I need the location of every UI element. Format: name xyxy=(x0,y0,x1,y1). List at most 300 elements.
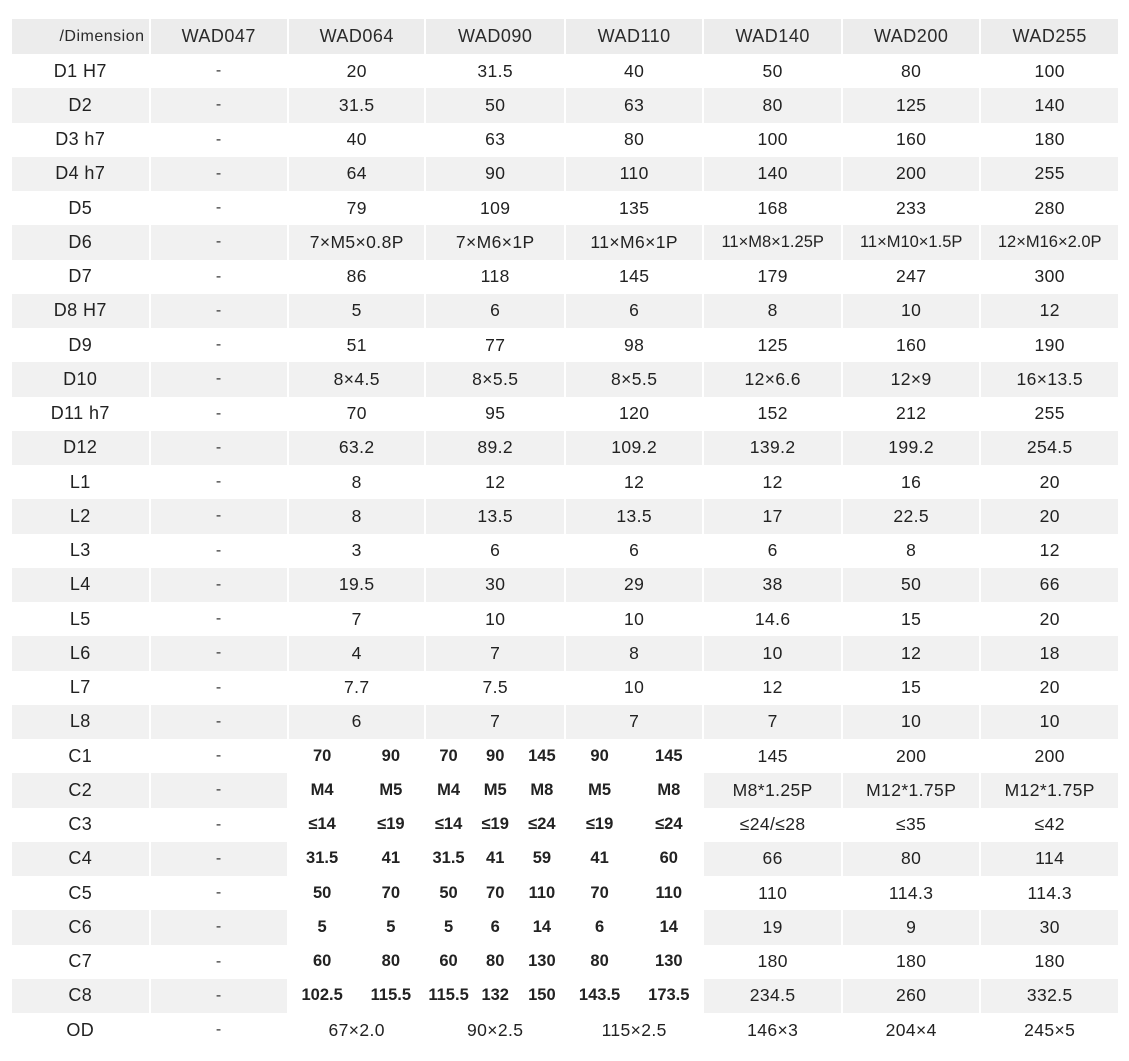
cell-wad140: 11×M8×1.25P xyxy=(704,225,841,259)
table-row xyxy=(12,499,1118,533)
subcell-wad090: ≤14 xyxy=(434,815,463,834)
cell-wad047: - xyxy=(151,979,288,1013)
table-row xyxy=(12,568,1118,602)
dimension-label: C6 xyxy=(12,910,149,944)
cell-wad255: 300 xyxy=(1034,266,1065,287)
dimension-label: D9 xyxy=(68,334,93,355)
dimension-label: L4 xyxy=(12,568,149,602)
cell-wad064: 7×M5×0.8P xyxy=(289,225,424,259)
cell-wad090: 63 xyxy=(485,129,506,150)
cell-wad200: 212 xyxy=(895,403,927,424)
cell-wad090: 30 xyxy=(426,568,563,602)
subcell-wad110: 6 xyxy=(594,917,605,936)
table-row xyxy=(12,534,1118,568)
cell-wad140: 38 xyxy=(704,568,841,602)
subcell-wad064: ≤14 xyxy=(308,815,336,834)
model-header-wad064: WAD064 xyxy=(289,19,424,54)
cell-wad047: - xyxy=(215,541,222,559)
subcell-wad110: 130 xyxy=(655,952,683,971)
subcell-wad090: ≤24 xyxy=(528,815,556,834)
subcell-wad090: 130 xyxy=(528,952,556,971)
subcell-wad090: M5 xyxy=(483,780,507,799)
subcell-wad090: 6 xyxy=(490,917,500,936)
cell-wad200: M12*1.75P xyxy=(843,773,980,807)
cell-wad047: - xyxy=(215,336,222,354)
cell-wad090: 7 xyxy=(426,705,563,739)
cell-wad200: 125 xyxy=(843,88,980,122)
table-row xyxy=(12,431,1118,465)
model-header-wad110: WAD110 xyxy=(566,19,702,54)
cell-wad200: 160 xyxy=(895,129,927,150)
cell-wad255: M12*1.75P xyxy=(981,773,1118,807)
dimension-header: /Dimension xyxy=(12,19,149,54)
cell-wad047: - xyxy=(215,747,222,765)
table-row xyxy=(12,705,1118,739)
cell-wad047: - xyxy=(151,88,288,122)
table-row xyxy=(12,739,1118,773)
cell-wad064: 63.2 xyxy=(289,431,424,465)
cell-wad200: 12 xyxy=(843,636,980,670)
dimension-label: L7 xyxy=(69,677,91,698)
cell-wad047: - xyxy=(151,499,288,533)
dimension-label: C7 xyxy=(68,951,93,972)
cell-wad110: 6 xyxy=(629,540,640,561)
subcell-wad110: 90 xyxy=(590,746,609,765)
dimension-label: D8 H7 xyxy=(12,294,149,328)
cell-wad047: - xyxy=(151,910,288,944)
dimension-label: D4 h7 xyxy=(12,157,149,191)
cell-wad140: ≤24/≤28 xyxy=(739,814,806,835)
dimension-label: C1 xyxy=(68,745,93,766)
cell-wad110: 29 xyxy=(566,568,702,602)
table-row xyxy=(12,636,1118,670)
dimension-label: L1 xyxy=(69,471,91,492)
cell-wad255: 200 xyxy=(1034,745,1065,766)
subcell-wad110: M5 xyxy=(588,780,612,799)
cell-wad140: 80 xyxy=(704,88,841,122)
cell-wad090: 95 xyxy=(485,403,506,424)
cell-wad200: 233 xyxy=(895,197,927,218)
cell-wad110: 10 xyxy=(624,608,645,629)
cell-wad140: 12 xyxy=(762,471,783,492)
cell-wad140: 66 xyxy=(704,842,841,876)
subcell-wad110: 41 xyxy=(590,849,609,868)
subcell-wad090: 115.5 xyxy=(428,986,469,1005)
cell-wad255: 16×13.5 xyxy=(981,362,1118,396)
cell-wad140: 12×6.6 xyxy=(704,362,841,396)
cell-wad200: 16 xyxy=(901,471,922,492)
dimension-label: C8 xyxy=(12,979,149,1013)
cell-wad140: 8 xyxy=(704,294,841,328)
cell-wad090: 89.2 xyxy=(426,431,563,465)
dimension-label: D2 xyxy=(12,88,149,122)
cell-wad064: 20 xyxy=(346,60,367,81)
dimension-label: L3 xyxy=(69,540,91,561)
cell-wad090: 8×5.5 xyxy=(426,362,563,396)
cell-wad140: 140 xyxy=(704,157,841,191)
cell-wad200: 22.5 xyxy=(843,499,980,533)
cell-wad090: 13.5 xyxy=(426,499,563,533)
subcell-wad110: 80 xyxy=(590,952,609,971)
cell-wad064: 64 xyxy=(289,157,424,191)
cell-wad140: 168 xyxy=(757,197,788,218)
cell-wad200: 50 xyxy=(843,568,980,602)
cell-wad090: 6 xyxy=(490,540,501,561)
cell-wad064: 8 xyxy=(289,499,424,533)
table-row xyxy=(12,191,1118,225)
cell-wad064: 5 xyxy=(289,294,424,328)
cell-wad090: 90 xyxy=(426,157,563,191)
cell-wad047: - xyxy=(151,294,288,328)
cell-wad047: - xyxy=(215,199,222,217)
cell-wad090: 7×M6×1P xyxy=(426,225,563,259)
table-row xyxy=(12,671,1118,705)
cell-wad200: 204×4 xyxy=(885,1019,937,1040)
cell-wad140: 100 xyxy=(757,129,788,150)
dimension-label: D6 xyxy=(12,225,149,259)
cell-wad255: 190 xyxy=(1034,334,1065,355)
table-row xyxy=(12,910,1118,944)
dimension-label: D1 H7 xyxy=(53,60,107,81)
cell-wad255: 180 xyxy=(1034,129,1065,150)
model-header-wad047: WAD047 xyxy=(151,19,288,54)
model-header-wad090: WAD090 xyxy=(426,19,563,54)
cell-wad047: - xyxy=(215,678,222,696)
cell-wad200: 260 xyxy=(843,979,980,1013)
cell-wad140: 14.6 xyxy=(754,608,791,629)
cell-wad255: 66 xyxy=(981,568,1118,602)
cell-wad090: 50 xyxy=(426,88,563,122)
subcell-wad090: M8 xyxy=(530,780,554,799)
subcell-wad064: 5 xyxy=(317,917,327,936)
cell-wad200: 10 xyxy=(843,294,980,328)
cell-wad110: 109.2 xyxy=(566,431,702,465)
cell-wad090: 12 xyxy=(485,471,506,492)
subcell-wad090: 145 xyxy=(528,746,556,765)
dimension-table xyxy=(10,19,1120,1047)
cell-wad110: 145 xyxy=(618,266,650,287)
dimension-label: L2 xyxy=(12,499,149,533)
cell-wad255: 30 xyxy=(981,910,1118,944)
cell-wad047: - xyxy=(215,62,222,80)
subcell-wad064: M5 xyxy=(379,780,403,799)
dimension-label: C2 xyxy=(12,773,149,807)
cell-wad064: 7.7 xyxy=(343,677,370,698)
cell-wad140: 6 xyxy=(767,540,778,561)
subcell-wad064: 80 xyxy=(381,952,401,971)
table-row xyxy=(12,260,1118,294)
cell-wad064: 31.5 xyxy=(289,88,424,122)
table-row xyxy=(12,979,1118,1013)
subcell-wad090: 132 xyxy=(481,986,509,1005)
cell-wad255: 255 xyxy=(981,157,1118,191)
cell-wad090: 7 xyxy=(426,636,563,670)
cell-wad064: 3 xyxy=(351,540,362,561)
cell-wad200: 180 xyxy=(895,951,927,972)
cell-wad110: 115×2.5 xyxy=(601,1019,667,1040)
header-row xyxy=(12,19,1118,54)
cell-wad064: 86 xyxy=(346,266,367,287)
subcell-wad090: 59 xyxy=(532,849,552,868)
cell-wad255: 180 xyxy=(1034,951,1065,972)
cell-wad110: 7 xyxy=(566,705,702,739)
cell-wad255: 332.5 xyxy=(981,979,1118,1013)
cell-wad064: 8×4.5 xyxy=(289,362,424,396)
table-row xyxy=(12,876,1118,910)
cell-wad090: 10 xyxy=(485,608,506,629)
cell-wad047: - xyxy=(215,815,222,833)
cell-wad090: 90×2.5 xyxy=(467,1019,524,1040)
cell-wad200: 11×M10×1.5P xyxy=(843,225,980,259)
subcell-wad110: 110 xyxy=(655,883,683,902)
cell-wad047: - xyxy=(215,610,222,628)
cell-wad110: 6 xyxy=(566,294,702,328)
dimension-label: L6 xyxy=(12,636,149,670)
cell-wad047: - xyxy=(151,431,288,465)
cell-wad090: 7.5 xyxy=(482,677,508,698)
cell-wad047: - xyxy=(151,157,288,191)
cell-wad064: 8 xyxy=(351,471,362,492)
cell-wad110: 13.5 xyxy=(566,499,702,533)
cell-wad200: 160 xyxy=(895,334,927,355)
subcell-wad110: 60 xyxy=(659,849,678,868)
cell-wad255: 12 xyxy=(981,294,1118,328)
dimension-label: L5 xyxy=(69,608,91,629)
subcell-wad064: 60 xyxy=(312,952,332,971)
cell-wad140: 19 xyxy=(704,910,841,944)
cell-wad140: 180 xyxy=(757,951,788,972)
table-row xyxy=(12,602,1118,636)
table-row xyxy=(12,945,1118,979)
cell-wad140: 234.5 xyxy=(704,979,841,1013)
cell-wad200: 80 xyxy=(843,842,980,876)
cell-wad255: 140 xyxy=(981,88,1118,122)
cell-wad255: 20 xyxy=(1039,608,1060,629)
cell-wad110: 120 xyxy=(618,403,650,424)
cell-wad200: 200 xyxy=(895,745,927,766)
cell-wad047: - xyxy=(151,705,288,739)
cell-wad064: 19.5 xyxy=(289,568,424,602)
model-header-wad200: WAD200 xyxy=(843,19,980,54)
dimension-label: C5 xyxy=(68,882,93,903)
cell-wad200: 114.3 xyxy=(888,882,934,903)
cell-wad047: - xyxy=(151,362,288,396)
subcell-wad090: 60 xyxy=(439,952,458,971)
cell-wad140: 110 xyxy=(758,882,788,903)
cell-wad255: 280 xyxy=(1034,197,1065,218)
subcell-wad090: 70 xyxy=(486,883,505,902)
cell-wad200: 8 xyxy=(906,540,917,561)
cell-wad200: ≤35 xyxy=(896,814,927,835)
cell-wad090: 77 xyxy=(485,334,506,355)
table-row xyxy=(12,123,1118,157)
dimension-label: D7 xyxy=(68,266,93,287)
cell-wad047: - xyxy=(215,267,222,285)
cell-wad255: 254.5 xyxy=(981,431,1118,465)
cell-wad200: 200 xyxy=(843,157,980,191)
cell-wad200: 15 xyxy=(901,677,922,698)
cell-wad140: 7 xyxy=(704,705,841,739)
cell-wad047: - xyxy=(151,773,288,807)
cell-wad047: - xyxy=(151,225,288,259)
cell-wad140: M8*1.25P xyxy=(704,773,841,807)
cell-wad110: 110 xyxy=(566,157,702,191)
cell-wad110: 11×M6×1P xyxy=(566,225,702,259)
table-row xyxy=(12,225,1118,259)
cell-wad090: 31.5 xyxy=(477,60,514,81)
cell-wad200: 10 xyxy=(843,705,980,739)
cell-wad200: 199.2 xyxy=(843,431,980,465)
cell-wad110: 80 xyxy=(624,129,645,150)
cell-wad064: 40 xyxy=(346,129,367,150)
subcell-wad090: 5 xyxy=(443,917,454,936)
cell-wad110: 10 xyxy=(624,677,645,698)
cell-wad110: 8 xyxy=(566,636,702,670)
cell-wad047: - xyxy=(215,130,222,148)
subcell-wad110: 14 xyxy=(659,917,678,936)
cell-wad047: - xyxy=(215,473,222,491)
table-row xyxy=(12,842,1118,876)
cell-wad255: 12×M16×2.0P xyxy=(981,225,1118,259)
dimension-label: D11 h7 xyxy=(50,403,110,424)
dimension-label: C3 xyxy=(68,814,93,835)
cell-wad064: 4 xyxy=(289,636,424,670)
table-row xyxy=(12,362,1118,396)
subcell-wad110: M8 xyxy=(657,780,681,799)
cell-wad110: 98 xyxy=(624,334,645,355)
table-row xyxy=(12,465,1118,499)
model-header-wad140: WAD140 xyxy=(704,19,841,54)
cell-wad140: 179 xyxy=(757,266,788,287)
cell-wad255: 20 xyxy=(1039,677,1060,698)
dimension-label: C4 xyxy=(12,842,149,876)
subcell-wad090: 50 xyxy=(439,883,458,902)
cell-wad255: 255 xyxy=(1034,403,1065,424)
cell-wad047: - xyxy=(215,404,222,422)
subcell-wad064: 102.5 xyxy=(301,986,343,1005)
subcell-wad110: ≤19 xyxy=(585,815,614,834)
subcell-wad090: 70 xyxy=(439,746,458,765)
dimension-label: D3 h7 xyxy=(55,129,106,150)
subcell-wad110: 70 xyxy=(590,883,609,902)
table-row xyxy=(12,294,1118,328)
cell-wad200: 247 xyxy=(895,266,927,287)
cell-wad255: 100 xyxy=(1034,60,1065,81)
cell-wad140: 17 xyxy=(704,499,841,533)
cell-wad064: 7 xyxy=(351,608,362,629)
cell-wad255: 114 xyxy=(981,842,1118,876)
subcell-wad090: 150 xyxy=(528,986,556,1005)
subcell-wad110: 143.5 xyxy=(578,986,621,1005)
subcell-wad090: 31.5 xyxy=(432,849,465,868)
cell-wad255: 245×5 xyxy=(1024,1019,1076,1040)
subcell-wad064: 50 xyxy=(312,883,332,902)
dimension-label: OD xyxy=(66,1019,95,1040)
dimension-label: D12 xyxy=(12,431,149,465)
table-row xyxy=(12,397,1118,431)
subcell-wad064: 5 xyxy=(386,917,396,936)
cell-wad140: 125 xyxy=(757,334,788,355)
dimension-label: D10 xyxy=(12,362,149,396)
cell-wad255: 18 xyxy=(981,636,1118,670)
subcell-wad110: 145 xyxy=(655,746,683,765)
cell-wad200: 9 xyxy=(843,910,980,944)
cell-wad140: 139.2 xyxy=(704,431,841,465)
cell-wad047: - xyxy=(215,952,222,970)
subcell-wad110: 173.5 xyxy=(648,986,690,1005)
table-row xyxy=(12,328,1118,362)
cell-wad090: 6 xyxy=(426,294,563,328)
cell-wad047: - xyxy=(151,636,288,670)
cell-wad110: 135 xyxy=(618,197,650,218)
subcell-wad064: 115.5 xyxy=(370,986,412,1005)
cell-wad140: 152 xyxy=(757,403,788,424)
subcell-wad064: 70 xyxy=(312,746,332,765)
table-row xyxy=(12,808,1118,842)
subcell-wad090: 14 xyxy=(532,917,552,936)
cell-wad110: 63 xyxy=(566,88,702,122)
cell-wad255: 10 xyxy=(981,705,1118,739)
subcell-wad090: 90 xyxy=(486,746,505,765)
subcell-wad064: 41 xyxy=(381,849,401,868)
cell-wad047: - xyxy=(215,1021,222,1039)
subcell-wad064: 70 xyxy=(381,883,401,902)
cell-wad140: 146×3 xyxy=(747,1019,799,1040)
cell-wad110: 12 xyxy=(624,471,645,492)
cell-wad047: - xyxy=(151,842,288,876)
cell-wad090: 118 xyxy=(480,266,510,287)
subcell-wad110: ≤24 xyxy=(655,815,683,834)
cell-wad200: 15 xyxy=(901,608,922,629)
cell-wad140: 145 xyxy=(757,745,788,766)
subcell-wad090: ≤19 xyxy=(481,815,509,834)
subcell-wad064: 31.5 xyxy=(306,849,339,868)
cell-wad047: - xyxy=(151,568,288,602)
cell-wad064: 79 xyxy=(346,197,367,218)
subcell-wad090: 110 xyxy=(528,883,556,902)
cell-wad140: 12 xyxy=(762,677,783,698)
cell-wad047: - xyxy=(215,884,222,902)
cell-wad064: 70 xyxy=(346,403,367,424)
cell-wad110: 8×5.5 xyxy=(566,362,702,396)
subcell-wad064: 90 xyxy=(381,746,401,765)
cell-wad255: 20 xyxy=(981,499,1118,533)
dimension-label: D5 xyxy=(68,197,93,218)
table-row xyxy=(12,1013,1118,1047)
cell-wad064: 6 xyxy=(289,705,424,739)
table-row xyxy=(12,54,1118,88)
cell-wad200: 80 xyxy=(901,60,922,81)
table-row xyxy=(12,157,1118,191)
cell-wad140: 50 xyxy=(762,60,783,81)
cell-wad255: 114.3 xyxy=(1027,882,1072,903)
subcell-wad090: 41 xyxy=(486,849,505,868)
cell-wad064: 67×2.0 xyxy=(328,1019,385,1040)
subcell-wad064: ≤19 xyxy=(377,815,405,834)
cell-wad090: 109 xyxy=(480,197,511,218)
cell-wad255: ≤42 xyxy=(1034,814,1065,835)
subcell-wad090: M4 xyxy=(437,780,461,799)
model-header-wad255: WAD255 xyxy=(981,19,1118,54)
cell-wad140: 10 xyxy=(704,636,841,670)
cell-wad255: 20 xyxy=(1039,471,1060,492)
subcell-wad064: M4 xyxy=(310,780,334,799)
cell-wad255: 12 xyxy=(1039,540,1060,561)
cell-wad200: 12×9 xyxy=(843,362,980,396)
dimension-label: L8 xyxy=(12,705,149,739)
cell-wad064: 51 xyxy=(346,334,367,355)
table-row xyxy=(12,773,1118,807)
